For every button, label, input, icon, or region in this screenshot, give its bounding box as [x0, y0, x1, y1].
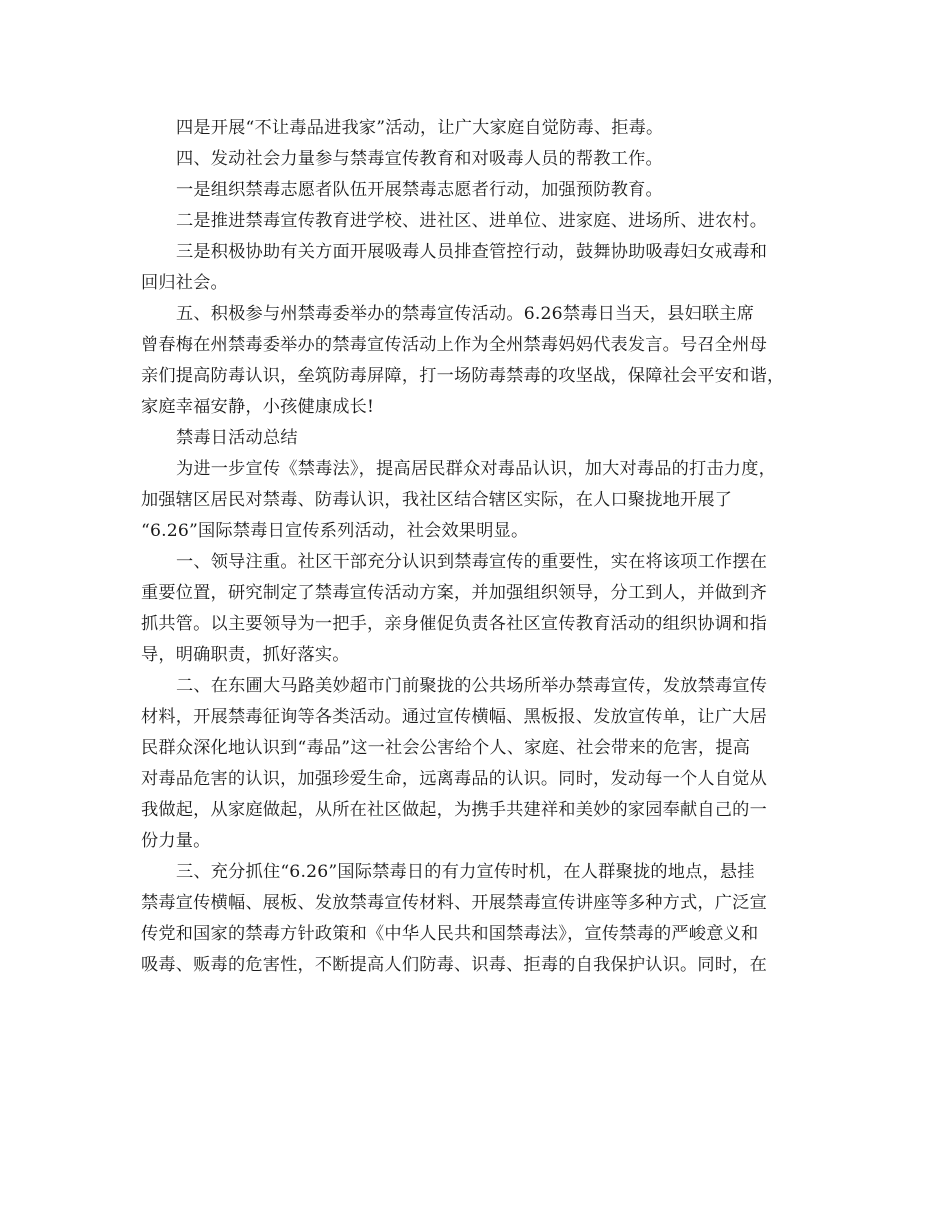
document-title: 禁毒日活动总结	[176, 428, 298, 448]
paragraph-line: 我做起，从家庭做起，从所在社区做起，为携手共建祥和美妙的家园奉献自己的一	[141, 800, 767, 820]
paragraph-line: 亲们提高防毒认识，垒筑防毒屏障，打一场防毒禁毒的攻坚战，保障社会平安和谐，	[141, 366, 785, 386]
paragraph-line: 回归社会。	[141, 273, 228, 293]
paragraph-line: 传党和国家的禁毒方针政策和《中华人民共和国禁毒法》，宣传禁毒的严峻意义和	[141, 924, 759, 944]
paragraph-line: 四是开展“不让毒品进我家”活动，让广大家庭自觉防毒、拒毒。	[176, 118, 664, 138]
section-heading-line: 二、在东圃大马路美妙超市门前聚拢的公共场所举办禁毒宣传，发放禁毒宣传	[176, 676, 768, 696]
section-heading-line: 一、领导注重。社区干部充分认识到禁毒宣传的重要性，实在将该项工作摆在	[176, 552, 768, 572]
paragraph-line: 曾春梅在州禁毒委举办的禁毒宣传活动上作为全州禁毒妈妈代表发言。号召全州母	[141, 335, 767, 355]
paragraph-line: 家庭幸福安静，小孩健康成长!	[141, 397, 375, 417]
paragraph-line: 一是组织禁毒志愿者队伍开展禁毒志愿者行动，加强预防教育。	[176, 180, 663, 200]
section-heading-line: 五、积极参与州禁毒委举办的禁毒宣传活动。6.26禁毒日当天，县妇联主席	[176, 304, 755, 324]
paragraph-line: 为进一步宣传《禁毒法》，提高居民群众对毒品认识，加大对毒品的打击力度，	[176, 459, 776, 479]
paragraph-line: 抓共管。以主要领导为一把手，亲身催促负责各社区宣传教育活动的组织协调和指	[141, 614, 767, 634]
paragraph-line: 吸毒、贩毒的危害性，不断提高人们防毒、识毒、拒毒的自我保护认识。同时，在	[141, 955, 767, 975]
paragraph-line: 对毒品危害的认识，加强珍爱生命，远离毒品的认识。同时，发动每一个人自觉从	[141, 769, 767, 789]
paragraph-line: 三是积极协助有关方面开展吸毒人员排查管控行动，鼓舞协助吸毒妇女戒毒和	[176, 242, 768, 262]
section-heading-line: 三、充分抓住“6.26”国际禁毒日的有力宣传时机，在人群聚拢的地点，悬挂	[176, 862, 755, 882]
paragraph-line: 份力量。	[141, 831, 211, 851]
paragraph-line: 禁毒宣传横幅、展板、发放禁毒宣传材料、开展禁毒宣传讲座等多种方式，广泛宣	[141, 893, 767, 913]
paragraph-line: “6.26”国际禁毒日宣传系列活动，社会效果明显。	[141, 521, 529, 541]
paragraph-line: 重要位置，研究制定了禁毒宣传活动方案，并加强组织领导，分工到人，并做到齐	[141, 583, 767, 603]
paragraph-line: 导，明确职责，抓好落实。	[141, 645, 350, 665]
section-heading-line: 四、发动社会力量参与禁毒宣传教育和对吸毒人员的帮教工作。	[176, 149, 663, 169]
paragraph-line: 材料，开展禁毒征询等各类活动。通过宣传横幅、黑板报、发放宣传单，让广大居	[141, 707, 767, 727]
paragraph-line: 民群众深化地认识到“毒品”这一社会公害给个人、家庭、社会带来的危害，提高	[141, 738, 751, 758]
paragraph-line: 二是推进禁毒宣传教育进学校、进社区、进单位、进家庭、进场所、进农村。	[176, 211, 768, 231]
document-body	[141, 113, 831, 981]
paragraph-line: 加强辖区居民对禁毒、防毒认识，我社区结合辖区实际，在人口聚拢地开展了	[141, 490, 733, 510]
